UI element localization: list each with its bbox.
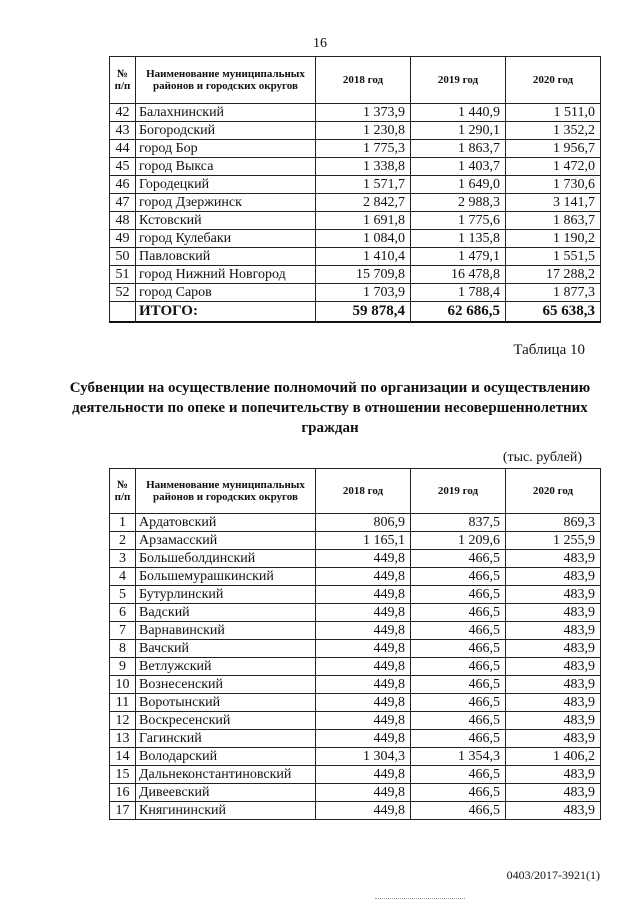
table-header-row <box>110 469 601 514</box>
row-2018: 1 373,9 <box>316 104 411 122</box>
row-number: 42 <box>110 104 136 122</box>
row-name: Княгининский <box>136 802 316 820</box>
row-name: Воскресенский <box>136 712 316 730</box>
row-name: Большемурашкинский <box>136 568 316 586</box>
row-2018: 15 709,8 <box>316 266 411 284</box>
row-2019: 466,5 <box>411 586 506 604</box>
row-number: 15 <box>110 766 136 784</box>
row-2019: 1 863,7 <box>411 140 506 158</box>
row-2018: 1 410,4 <box>316 248 411 266</box>
row-2020: 483,9 <box>506 622 601 640</box>
table-row <box>110 514 601 532</box>
row-number: 47 <box>110 194 136 212</box>
row-name: город Выкса <box>136 158 316 176</box>
table-row <box>110 748 601 766</box>
row-number: 44 <box>110 140 136 158</box>
row-number: 50 <box>110 248 136 266</box>
row-number: 1 <box>110 514 136 532</box>
row-2018: 2 842,7 <box>316 194 411 212</box>
row-2020: 1 956,7 <box>506 140 601 158</box>
row-2019: 1 135,8 <box>411 230 506 248</box>
row-name: Кстовский <box>136 212 316 230</box>
row-name: Балахнинский <box>136 104 316 122</box>
row-2019: 466,5 <box>411 568 506 586</box>
row-2019: 466,5 <box>411 802 506 820</box>
row-2020: 483,9 <box>506 676 601 694</box>
table-row <box>110 532 601 550</box>
section-title: Субвенции на осуществление полномочий по организации и осуществлению деятельности по опеке и попечительству в отношении несовершеннолетних граждан <box>69 380 591 436</box>
row-name: Воротынский <box>136 694 316 712</box>
row-name: город Нижний Новгород <box>136 266 316 284</box>
table-row <box>110 640 601 658</box>
header-2020: 2020 год <box>506 57 601 104</box>
row-2020: 1 190,2 <box>506 230 601 248</box>
row-number: 11 <box>110 694 136 712</box>
row-name: Гагинский <box>136 730 316 748</box>
row-2019: 1 788,4 <box>411 284 506 302</box>
row-name: Павловский <box>136 248 316 266</box>
table-row <box>110 266 601 284</box>
row-2018: 449,8 <box>316 676 411 694</box>
row-2019: 466,5 <box>411 676 506 694</box>
row-2019: 1 775,6 <box>411 212 506 230</box>
row-2019: 466,5 <box>411 784 506 802</box>
row-2019: 466,5 <box>411 640 506 658</box>
row-name: город Дзержинск <box>136 194 316 212</box>
table-row <box>110 676 601 694</box>
row-number: 3 <box>110 550 136 568</box>
row-number: 9 <box>110 658 136 676</box>
table-row <box>110 784 601 802</box>
row-number: 10 <box>110 676 136 694</box>
table-row <box>110 212 601 230</box>
row-2020: 1 877,3 <box>506 284 601 302</box>
total-row <box>110 302 601 323</box>
row-number: 12 <box>110 712 136 730</box>
row-name: Арзамасский <box>136 532 316 550</box>
total-2018: 59 878,4 <box>316 302 411 323</box>
row-2020: 483,9 <box>506 640 601 658</box>
row-2020: 483,9 <box>506 568 601 586</box>
row-name: Володарский <box>136 748 316 766</box>
row-2019: 1 649,0 <box>411 176 506 194</box>
table-row <box>110 730 601 748</box>
row-2018: 449,8 <box>316 784 411 802</box>
row-number: 16 <box>110 784 136 802</box>
row-2020: 483,9 <box>506 712 601 730</box>
total-2019: 62 686,5 <box>411 302 506 323</box>
table-row <box>110 158 601 176</box>
table-row <box>110 658 601 676</box>
row-2018: 1 165,1 <box>316 532 411 550</box>
table-label: Таблица 10 <box>513 342 585 358</box>
row-2019: 466,5 <box>411 604 506 622</box>
header-name: Наименование муниципальных районов и городских округов <box>136 469 316 514</box>
row-2018: 449,8 <box>316 730 411 748</box>
table-row <box>110 622 601 640</box>
row-name: город Бор <box>136 140 316 158</box>
row-2019: 1 209,6 <box>411 532 506 550</box>
row-2020: 1 730,6 <box>506 176 601 194</box>
row-name: Богородский <box>136 122 316 140</box>
table-row <box>110 694 601 712</box>
units-label: (тыс. рублей) <box>502 450 582 465</box>
row-2020: 17 288,2 <box>506 266 601 284</box>
header-2019: 2019 год <box>411 57 506 104</box>
row-name: Большеболдинский <box>136 550 316 568</box>
header-2019: 2019 год <box>411 469 506 514</box>
row-number: 45 <box>110 158 136 176</box>
row-2019: 2 988,3 <box>411 194 506 212</box>
table-guardianship-subventions <box>109 468 601 820</box>
row-2018: 449,8 <box>316 802 411 820</box>
row-name: Дивеевский <box>136 784 316 802</box>
row-name: Варнавинский <box>136 622 316 640</box>
row-name: Бутурлинский <box>136 586 316 604</box>
row-number: 46 <box>110 176 136 194</box>
row-2018: 1 571,7 <box>316 176 411 194</box>
table-row <box>110 802 601 820</box>
row-2019: 466,5 <box>411 766 506 784</box>
row-2020: 3 141,7 <box>506 194 601 212</box>
row-2020: 1 406,2 <box>506 748 601 766</box>
row-2018: 449,8 <box>316 586 411 604</box>
row-2018: 1 775,3 <box>316 140 411 158</box>
row-2019: 1 403,7 <box>411 158 506 176</box>
row-number: 43 <box>110 122 136 140</box>
row-name: Вачский <box>136 640 316 658</box>
page-number: 16 <box>313 36 327 51</box>
table-row <box>110 230 601 248</box>
row-number: 5 <box>110 586 136 604</box>
row-2018: 449,8 <box>316 604 411 622</box>
row-name: город Саров <box>136 284 316 302</box>
row-number: 14 <box>110 748 136 766</box>
row-number: 8 <box>110 640 136 658</box>
row-2018: 1 304,3 <box>316 748 411 766</box>
row-2018: 449,8 <box>316 622 411 640</box>
row-2019: 466,5 <box>411 550 506 568</box>
row-number: 51 <box>110 266 136 284</box>
row-2018: 449,8 <box>316 694 411 712</box>
table-row <box>110 122 601 140</box>
header-2018: 2018 год <box>316 57 411 104</box>
row-2018: 449,8 <box>316 640 411 658</box>
table-row <box>110 550 601 568</box>
row-2019: 1 440,9 <box>411 104 506 122</box>
row-2020: 483,9 <box>506 694 601 712</box>
header-num: № п/п <box>110 469 136 514</box>
row-name: Вознесенский <box>136 676 316 694</box>
row-number: 48 <box>110 212 136 230</box>
row-2020: 483,9 <box>506 802 601 820</box>
header-2020: 2020 год <box>506 469 601 514</box>
total-label: ИТОГО: <box>136 302 316 323</box>
table-row <box>110 568 601 586</box>
row-name: Городецкий <box>136 176 316 194</box>
table-row <box>110 194 601 212</box>
document-code: 0403/2017-3921(1) <box>506 868 600 882</box>
row-name: город Кулебаки <box>136 230 316 248</box>
table-row <box>110 586 601 604</box>
row-2018: 449,8 <box>316 550 411 568</box>
row-2018: 449,8 <box>316 568 411 586</box>
header-2018: 2018 год <box>316 469 411 514</box>
row-number: 52 <box>110 284 136 302</box>
row-2020: 1 863,7 <box>506 212 601 230</box>
row-2020: 1 352,2 <box>506 122 601 140</box>
row-2018: 1 338,8 <box>316 158 411 176</box>
row-2019: 1 354,3 <box>411 748 506 766</box>
row-name: Ардатовский <box>136 514 316 532</box>
total-2020: 65 638,3 <box>506 302 601 323</box>
row-2020: 483,9 <box>506 766 601 784</box>
row-2020: 869,3 <box>506 514 601 532</box>
row-2019: 466,5 <box>411 712 506 730</box>
row-2019: 1 290,1 <box>411 122 506 140</box>
row-number: 17 <box>110 802 136 820</box>
header-name: Наименование муниципальных районов и городских округов <box>136 57 316 104</box>
table-row <box>110 140 601 158</box>
row-2018: 449,8 <box>316 712 411 730</box>
row-name: Дальнеконстантиновский <box>136 766 316 784</box>
row-name: Вадский <box>136 604 316 622</box>
row-number: 7 <box>110 622 136 640</box>
row-2019: 16 478,8 <box>411 266 506 284</box>
row-2019: 466,5 <box>411 622 506 640</box>
table-row <box>110 712 601 730</box>
row-2018: 449,8 <box>316 766 411 784</box>
row-2019: 1 479,1 <box>411 248 506 266</box>
table-row <box>110 766 601 784</box>
row-number: 6 <box>110 604 136 622</box>
table-row <box>110 248 601 266</box>
row-2020: 1 255,9 <box>506 532 601 550</box>
row-2018: 1 703,9 <box>316 284 411 302</box>
row-2020: 483,9 <box>506 784 601 802</box>
row-2018: 1 691,8 <box>316 212 411 230</box>
row-2018: 449,8 <box>316 658 411 676</box>
footer-dotted-line <box>375 898 465 899</box>
row-2020: 1 511,0 <box>506 104 601 122</box>
row-number: 2 <box>110 532 136 550</box>
header-num: № п/п <box>110 57 136 104</box>
row-2020: 483,9 <box>506 586 601 604</box>
table-row <box>110 604 601 622</box>
table-header-row <box>110 57 601 104</box>
row-name: Ветлужский <box>136 658 316 676</box>
row-2019: 466,5 <box>411 694 506 712</box>
row-2018: 1 084,0 <box>316 230 411 248</box>
table-row <box>110 176 601 194</box>
row-2020: 483,9 <box>506 550 601 568</box>
table-row <box>110 104 601 122</box>
row-2020: 1 472,0 <box>506 158 601 176</box>
row-number: 13 <box>110 730 136 748</box>
row-number: 4 <box>110 568 136 586</box>
row-number: 49 <box>110 230 136 248</box>
row-2020: 483,9 <box>506 658 601 676</box>
row-2020: 483,9 <box>506 730 601 748</box>
row-2020: 1 551,5 <box>506 248 601 266</box>
table-row <box>110 284 601 302</box>
row-2019: 466,5 <box>411 658 506 676</box>
row-2019: 837,5 <box>411 514 506 532</box>
row-2019: 466,5 <box>411 730 506 748</box>
row-2020: 483,9 <box>506 604 601 622</box>
row-2018: 1 230,8 <box>316 122 411 140</box>
row-2018: 806,9 <box>316 514 411 532</box>
table-subventions-part <box>109 56 601 323</box>
